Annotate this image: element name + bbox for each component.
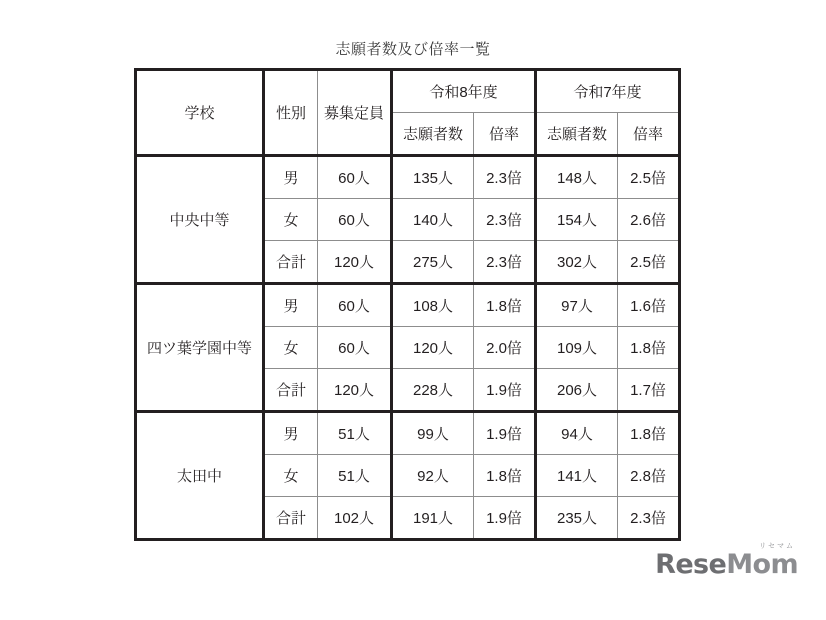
cell-gender: 合計 [264, 497, 318, 540]
cell-applicants-previous: 109人 [536, 327, 618, 369]
table-row [136, 284, 680, 327]
cell-rate-previous: 2.5倍 [618, 156, 680, 199]
cell-applicants-previous: 235人 [536, 497, 618, 540]
cell-gender: 女 [264, 199, 318, 241]
cell-quota: 60人 [318, 327, 392, 369]
header-applicants-previous: 志願者数 [536, 113, 618, 156]
cell-rate-current: 2.3倍 [474, 199, 536, 241]
applicants-table-container [134, 68, 674, 541]
header-year-previous: 令和7年度 [536, 70, 680, 113]
cell-rate-current: 2.0倍 [474, 327, 536, 369]
cell-rate-current: 1.9倍 [474, 369, 536, 412]
cell-applicants-current: 191人 [392, 497, 474, 540]
page-title: 志願者数及び倍率一覧 [335, 41, 491, 58]
cell-applicants-current: 108人 [392, 284, 474, 327]
cell-quota: 60人 [318, 284, 392, 327]
cell-gender: 女 [264, 327, 318, 369]
cell-quota: 120人 [318, 241, 392, 284]
cell-rate-current: 2.3倍 [474, 241, 536, 284]
cell-applicants-previous: 206人 [536, 369, 618, 412]
cell-quota: 51人 [318, 455, 392, 497]
header-gender: 性別 [264, 70, 318, 156]
cell-gender: 男 [264, 412, 318, 455]
cell-rate-previous: 1.8倍 [618, 412, 680, 455]
cell-applicants-current: 92人 [392, 455, 474, 497]
cell-gender: 男 [264, 156, 318, 199]
applicants-table [134, 68, 681, 541]
cell-rate-current: 2.3倍 [474, 156, 536, 199]
header-school: 学校 [136, 70, 264, 156]
cell-rate-previous: 2.6倍 [618, 199, 680, 241]
cell-quota: 51人 [318, 412, 392, 455]
cell-applicants-previous: 302人 [536, 241, 618, 284]
cell-rate-previous: 2.3倍 [618, 497, 680, 540]
cell-applicants-current: 275人 [392, 241, 474, 284]
cell-applicants-previous: 148人 [536, 156, 618, 199]
cell-quota: 102人 [318, 497, 392, 540]
cell-applicants-current: 135人 [392, 156, 474, 199]
logo-wordmark [655, 551, 798, 578]
cell-rate-previous: 2.8倍 [618, 455, 680, 497]
cell-rate-current: 1.9倍 [474, 412, 536, 455]
cell-rate-previous: 1.7倍 [618, 369, 680, 412]
header-year-current: 令和8年度 [392, 70, 536, 113]
school-name: 四ツ葉学園中等 [136, 284, 264, 412]
school-name: 太田中 [136, 412, 264, 540]
header-quota: 募集定員 [318, 70, 392, 156]
school-name: 中央中等 [136, 156, 264, 284]
cell-applicants-current: 99人 [392, 412, 474, 455]
cell-gender: 男 [264, 284, 318, 327]
logo-text-part1: Rese [655, 549, 727, 580]
cell-gender: 女 [264, 455, 318, 497]
table-row [136, 412, 680, 455]
header-rate-previous: 倍率 [618, 113, 680, 156]
cell-applicants-previous: 141人 [536, 455, 618, 497]
cell-rate-previous: 2.5倍 [618, 241, 680, 284]
cell-applicants-previous: 94人 [536, 412, 618, 455]
resemom-logo [655, 538, 798, 578]
cell-quota: 120人 [318, 369, 392, 412]
cell-gender: 合計 [264, 241, 318, 284]
logo-subtitle: リセマム [759, 543, 795, 550]
cell-quota: 60人 [318, 156, 392, 199]
cell-applicants-previous: 97人 [536, 284, 618, 327]
cell-gender: 合計 [264, 369, 318, 412]
table-header-row-top [136, 70, 680, 113]
cell-rate-previous: 1.8倍 [618, 327, 680, 369]
cell-applicants-previous: 154人 [536, 199, 618, 241]
cell-applicants-current: 120人 [392, 327, 474, 369]
cell-applicants-current: 228人 [392, 369, 474, 412]
header-applicants-current: 志願者数 [392, 113, 474, 156]
header-rate-current: 倍率 [474, 113, 536, 156]
cell-quota: 60人 [318, 199, 392, 241]
cell-applicants-current: 140人 [392, 199, 474, 241]
cell-rate-current: 1.9倍 [474, 497, 536, 540]
cell-rate-current: 1.8倍 [474, 455, 536, 497]
table-row [136, 156, 680, 199]
cell-rate-current: 1.8倍 [474, 284, 536, 327]
logo-text-part2: Mom [726, 549, 798, 580]
cell-rate-previous: 1.6倍 [618, 284, 680, 327]
